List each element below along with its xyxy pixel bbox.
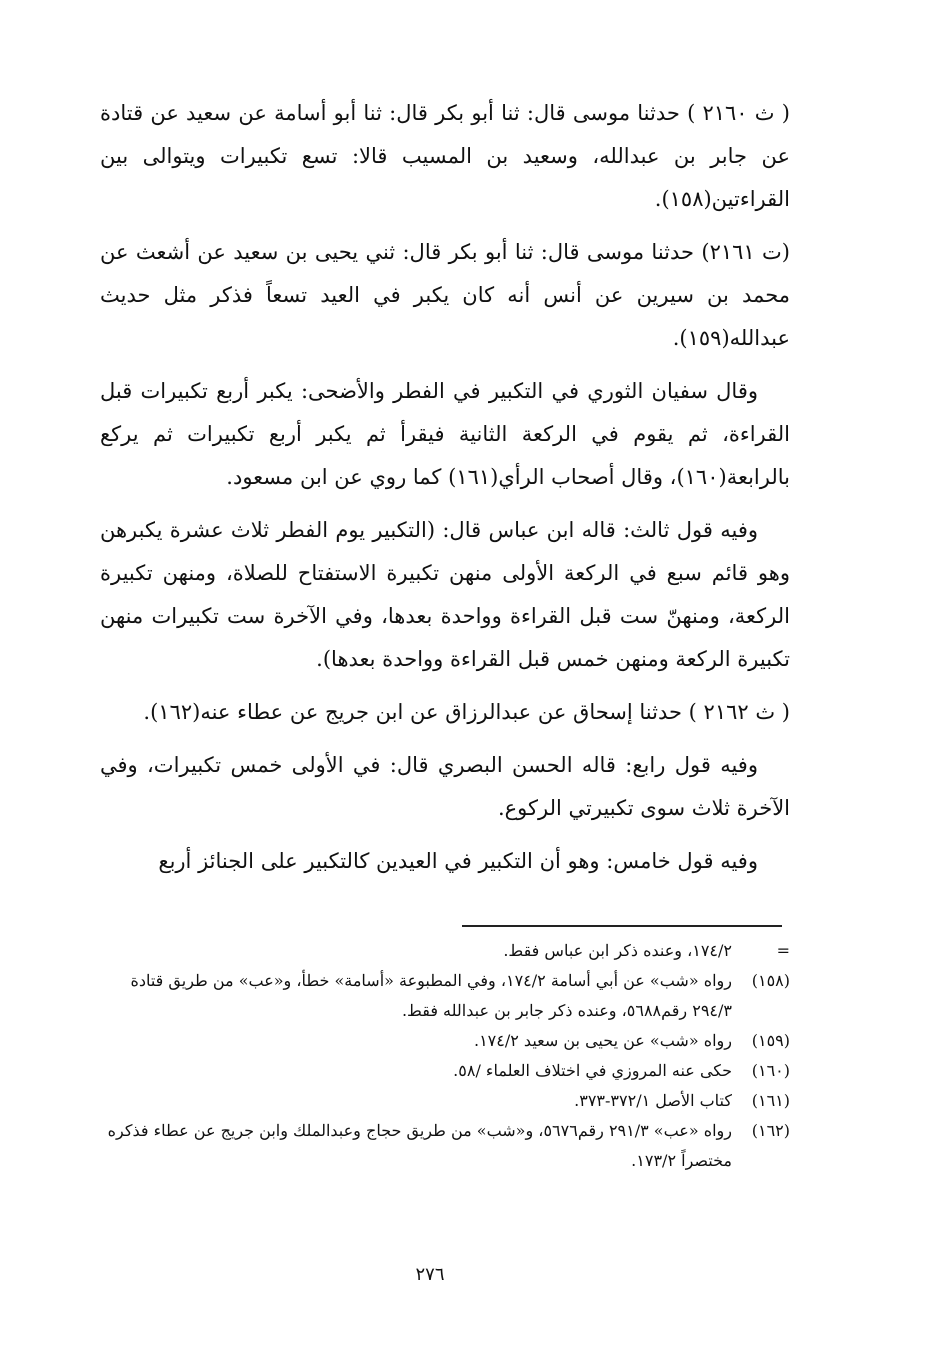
footnote-text: رواه «شب» عن أبي أسامة ١٧٤/٢، وفي المطبوعة «أسامة» خطأ، و«عب» من طريق قتادة ٢٩٤/٣ رقم٥٦٨٨، وعنده ذكر جابر بن عبدالله فقط. xyxy=(130,971,732,1020)
paragraph-hadith-2162: ( ث ٢١٦٢ ) حدثنا إسحاق عن عبدالرزاق عن ابن جريج عن عطاء عنه(١٦٢). xyxy=(143,700,790,724)
footnote-text: كتاب الأصل ٣٧٢/١-٣٧٣. xyxy=(574,1091,732,1110)
footnote-number: (١٥٩) xyxy=(751,1031,790,1050)
footnote-number: (١٦٠) xyxy=(751,1061,790,1080)
footnotes xyxy=(100,936,790,1176)
footnote-number: (١٦٢) xyxy=(751,1121,790,1140)
paragraph-fourth-opinion: وفيه قول رابع: قاله الحسن البصري قال: في الأولى خمس تكبيرات، وفي الآخرة ثلاث سوى تكبيرتي الركوع. xyxy=(100,753,790,820)
paragraph-third-opinion: وفيه قول ثالث: قاله ابن عباس قال: (التكبير يوم الفطر ثلاث عشرة يكبرهن وهو قائم سبع في الركعة الأولى منهن تكبيرة الاستفتاح للصلاة، ومنهن تكبيرة الركعة، ومنهنّ ست قبل القراءة وواحدة بعدها، وفي الآخرة ست تكبيرات منهن تكبيرة الركعة ومنهن خمس قبل القراءة وواحدة بعدها). xyxy=(100,518,790,671)
footnote-159 xyxy=(100,1026,790,1056)
footnote-number: (١٦١) xyxy=(751,1091,790,1110)
footnote-text: رواه «شب» عن يحيى بن سعيد ١٧٤/٢. xyxy=(473,1031,732,1050)
footnote-number: (١٥٨) xyxy=(751,971,790,990)
footnote-160 xyxy=(100,1056,790,1086)
footnote-continuation xyxy=(100,936,790,966)
main-text xyxy=(100,92,790,883)
footnote-158 xyxy=(100,966,790,1026)
footnote-text: حكى عنه المروزي في اختلاف العلماء /٥٨. xyxy=(453,1061,732,1080)
footnote-text: ١٧٤/٢، وعنده ذكر ابن عباس فقط. xyxy=(503,941,732,960)
footnote-162 xyxy=(100,1116,790,1176)
page-body xyxy=(100,92,790,883)
paragraph-fifth-opinion: وفيه قول خامس: وهو أن التكبير في العيدين كالتكبير على الجنائز أربع xyxy=(158,849,758,873)
footnote-divider xyxy=(462,925,782,927)
paragraph-hadith-2160: ( ث ٢١٦٠ ) حدثنا موسى قال: ثنا أبو بكر قال: ثنا أبو أسامة عن سعيد عن قتادة عن جابر بن عبدالله، وسعيد بن المسيب قالا: تسع تكبيرات ويتوالى بين القراءتين(١٥٨). xyxy=(100,101,790,211)
footnote-text: رواه «عب» ٢٩١/٣ رقم٥٦٧٦، و«شب» من طريق حجاج وعبدالملك وابن جريج عن عطاء فذكره مختصراً ١٧٣/٢. xyxy=(107,1121,732,1170)
page-number: ٢٧٦ xyxy=(415,1264,445,1285)
paragraph-sufyan-opinion: وقال سفيان الثوري في التكبير في الفطر والأضحى: يكبر أربع تكبيرات قبل القراءة، ثم يقوم في الركعة الثانية فيقرأ ثم يكبر أربع تكبيرات ثم يركع بالرابعة(١٦٠)، وقال أصحاب الرأي(١٦١) كما روي عن ابن مسعود. xyxy=(100,379,790,489)
paragraph-hadith-2161: (ت ٢١٦١) حدثنا موسى قال: ثنا أبو بكر قال: ثني يحيى بن سعيد عن أشعث عن محمد بن سيرين عن أنس أنه كان يكبر في العيد تسعاً فذكر مثل حديث عبدالله(١٥٩). xyxy=(100,240,790,350)
footnote-161 xyxy=(100,1086,790,1116)
footnote-number: = xyxy=(776,941,790,960)
